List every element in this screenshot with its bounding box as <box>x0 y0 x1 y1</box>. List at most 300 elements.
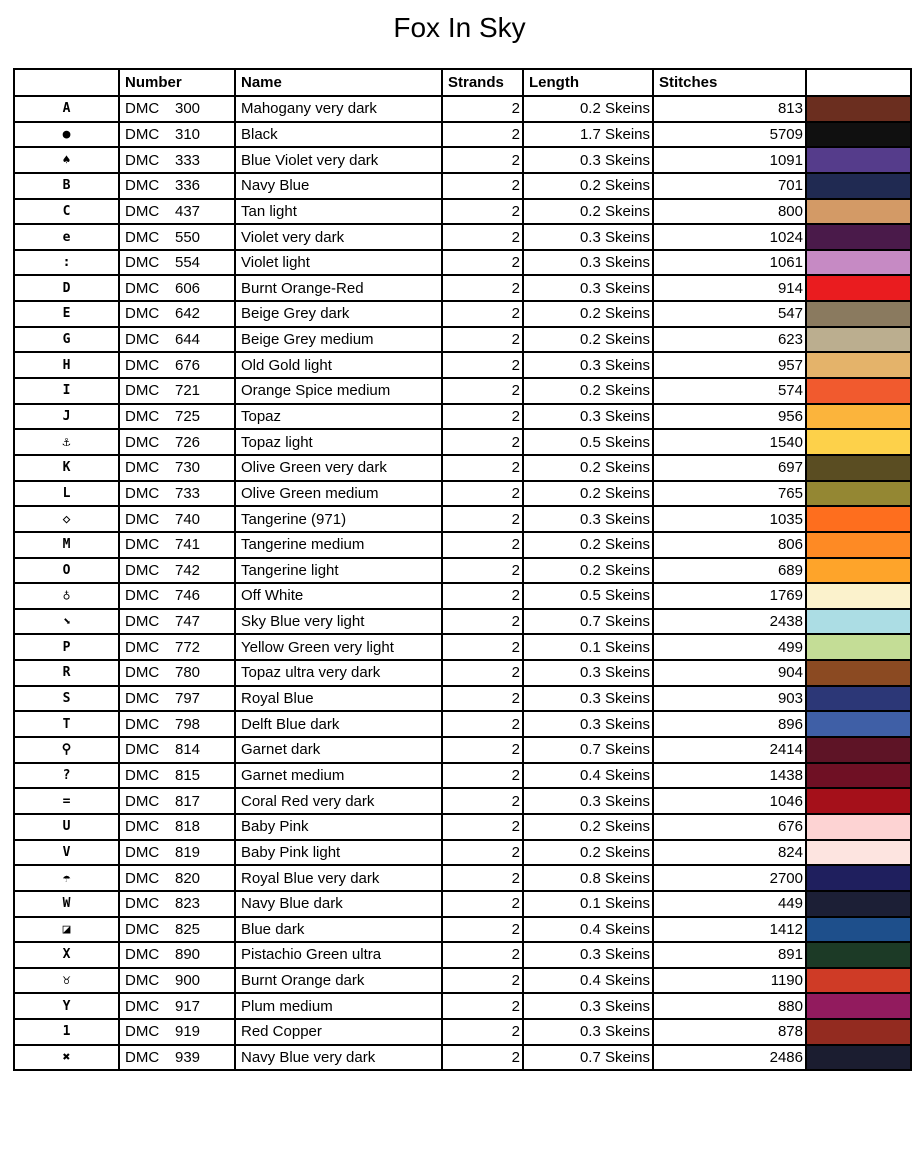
table-row <box>14 301 911 327</box>
color-swatch <box>806 96 911 122</box>
swatch-fill <box>807 687 910 711</box>
symbol-icon: K <box>14 455 119 481</box>
thread-stitches: 1061 <box>653 250 806 276</box>
thread-name: Yellow Green very light <box>235 634 442 660</box>
thread-name: Navy Blue dark <box>235 891 442 917</box>
table-row <box>14 96 911 122</box>
symbol-icon: V <box>14 840 119 866</box>
table-row <box>14 609 911 635</box>
table-row <box>14 122 911 148</box>
thread-code: 772 <box>175 638 201 656</box>
thread-code: 819 <box>175 843 201 861</box>
thread-stitches: 5709 <box>653 122 806 148</box>
thread-number <box>119 429 235 455</box>
thread-name: Garnet medium <box>235 763 442 789</box>
thread-length: 0.2 Skeins <box>523 481 653 507</box>
table-row <box>14 352 911 378</box>
color-swatch <box>806 429 911 455</box>
symbol-icon: L <box>14 481 119 507</box>
thread-code: 726 <box>175 433 201 451</box>
header-row <box>14 69 911 96</box>
thread-length: 0.2 Skeins <box>523 532 653 558</box>
symbol-icon: ☂ <box>14 865 119 891</box>
symbol-icon: ● <box>14 122 119 148</box>
thread-strands: 2 <box>442 481 523 507</box>
thread-code: 820 <box>175 869 201 887</box>
table-row <box>14 737 911 763</box>
table-row <box>14 224 911 250</box>
swatch-fill <box>807 533 910 557</box>
thread-number <box>119 840 235 866</box>
thread-length: 0.2 Skeins <box>523 558 653 584</box>
thread-name: Delft Blue dark <box>235 711 442 737</box>
thread-table <box>13 68 912 1071</box>
swatch-fill <box>807 507 910 531</box>
thread-strands: 2 <box>442 506 523 532</box>
symbol-icon: T <box>14 711 119 737</box>
thread-strands: 2 <box>442 891 523 917</box>
symbol-icon: ♁ <box>14 583 119 609</box>
thread-brand: DMC <box>125 1049 160 1067</box>
thread-strands: 2 <box>442 865 523 891</box>
thread-code: 939 <box>175 1049 201 1067</box>
thread-number <box>119 250 235 276</box>
header-name: Name <box>235 69 442 96</box>
thread-number <box>119 968 235 994</box>
thread-strands: 2 <box>442 634 523 660</box>
swatch-fill <box>807 584 910 608</box>
thread-brand: DMC <box>125 561 160 579</box>
thread-brand: DMC <box>125 433 160 451</box>
swatch-fill <box>807 815 910 839</box>
thread-stitches: 676 <box>653 814 806 840</box>
table-row <box>14 378 911 404</box>
thread-brand: DMC <box>125 1023 160 1041</box>
thread-length: 0.3 Skeins <box>523 686 653 712</box>
thread-stitches: 806 <box>653 532 806 558</box>
thread-brand: DMC <box>125 869 160 887</box>
thread-length: 0.3 Skeins <box>523 1019 653 1045</box>
swatch-fill <box>807 174 910 198</box>
thread-stitches: 1769 <box>653 583 806 609</box>
symbol-icon: ⬊ <box>14 609 119 635</box>
thread-code: 818 <box>175 818 201 836</box>
thread-strands: 2 <box>442 583 523 609</box>
thread-length: 0.2 Skeins <box>523 96 653 122</box>
color-swatch <box>806 506 911 532</box>
thread-strands: 2 <box>442 993 523 1019</box>
table-row <box>14 891 911 917</box>
thread-code: 333 <box>175 151 201 169</box>
thread-length: 0.3 Skeins <box>523 250 653 276</box>
thread-code: 917 <box>175 997 201 1015</box>
swatch-fill <box>807 1046 910 1070</box>
symbol-icon: R <box>14 660 119 686</box>
thread-name: Violet very dark <box>235 224 442 250</box>
thread-length: 1.7 Skeins <box>523 122 653 148</box>
thread-name: Violet light <box>235 250 442 276</box>
color-swatch <box>806 993 911 1019</box>
symbol-icon: X <box>14 942 119 968</box>
swatch-fill <box>807 200 910 224</box>
thread-brand: DMC <box>125 690 160 708</box>
thread-length: 0.3 Skeins <box>523 147 653 173</box>
table-row <box>14 583 911 609</box>
thread-stitches: 1046 <box>653 788 806 814</box>
thread-name: Baby Pink <box>235 814 442 840</box>
thread-code: 919 <box>175 1023 201 1041</box>
color-swatch <box>806 301 911 327</box>
color-swatch <box>806 199 911 225</box>
thread-code: 742 <box>175 561 201 579</box>
swatch-fill <box>807 841 910 865</box>
thread-number <box>119 506 235 532</box>
thread-strands: 2 <box>442 404 523 430</box>
symbol-icon: B <box>14 173 119 199</box>
swatch-fill <box>807 148 910 172</box>
thread-name: Coral Red very dark <box>235 788 442 814</box>
thread-brand: DMC <box>125 510 160 528</box>
color-swatch <box>806 558 911 584</box>
thread-name: Beige Grey dark <box>235 301 442 327</box>
color-swatch <box>806 814 911 840</box>
thread-number <box>119 993 235 1019</box>
color-swatch <box>806 147 911 173</box>
thread-stitches: 878 <box>653 1019 806 1045</box>
swatch-fill <box>807 302 910 326</box>
symbol-icon: Y <box>14 993 119 1019</box>
thread-length: 0.7 Skeins <box>523 609 653 635</box>
thread-brand: DMC <box>125 792 160 810</box>
color-swatch <box>806 224 911 250</box>
thread-code: 741 <box>175 536 201 554</box>
thread-number <box>119 455 235 481</box>
swatch-fill <box>807 482 910 506</box>
thread-code: 644 <box>175 331 201 349</box>
table-row <box>14 634 911 660</box>
thread-name: Red Copper <box>235 1019 442 1045</box>
swatch-fill <box>807 610 910 634</box>
thread-code: 815 <box>175 766 201 784</box>
thread-length: 0.2 Skeins <box>523 840 653 866</box>
color-swatch <box>806 609 911 635</box>
thread-code: 310 <box>175 125 201 143</box>
swatch-fill <box>807 328 910 352</box>
thread-length: 0.2 Skeins <box>523 173 653 199</box>
symbol-icon: : <box>14 250 119 276</box>
color-swatch <box>806 532 911 558</box>
color-swatch <box>806 1019 911 1045</box>
thread-number <box>119 686 235 712</box>
thread-name: Blue dark <box>235 917 442 943</box>
thread-stitches: 574 <box>653 378 806 404</box>
thread-length: 0.2 Skeins <box>523 814 653 840</box>
symbol-icon: M <box>14 532 119 558</box>
table-row <box>14 865 911 891</box>
thread-number <box>119 942 235 968</box>
table-row <box>14 506 911 532</box>
thread-code: 676 <box>175 356 201 374</box>
thread-length: 0.7 Skeins <box>523 737 653 763</box>
swatch-fill <box>807 353 910 377</box>
thread-length: 0.5 Skeins <box>523 429 653 455</box>
table-row <box>14 686 911 712</box>
thread-number <box>119 96 235 122</box>
symbol-icon: U <box>14 814 119 840</box>
symbol-icon: I <box>14 378 119 404</box>
thread-brand: DMC <box>125 818 160 836</box>
thread-name: Orange Spice medium <box>235 378 442 404</box>
symbol-icon: P <box>14 634 119 660</box>
table-row <box>14 942 911 968</box>
thread-number <box>119 147 235 173</box>
swatch-fill <box>807 456 910 480</box>
thread-length: 0.3 Skeins <box>523 993 653 1019</box>
thread-number <box>119 327 235 353</box>
thread-length: 0.3 Skeins <box>523 224 653 250</box>
thread-stitches: 2486 <box>653 1045 806 1071</box>
thread-stitches: 824 <box>653 840 806 866</box>
thread-stitches: 891 <box>653 942 806 968</box>
table-row <box>14 558 911 584</box>
thread-number <box>119 301 235 327</box>
thread-strands: 2 <box>442 814 523 840</box>
header-symbol <box>14 69 119 96</box>
thread-name: Garnet dark <box>235 737 442 763</box>
thread-brand: DMC <box>125 997 160 1015</box>
color-swatch <box>806 173 911 199</box>
thread-stitches: 2700 <box>653 865 806 891</box>
thread-number <box>119 378 235 404</box>
thread-number <box>119 122 235 148</box>
table-row <box>14 199 911 225</box>
thread-brand: DMC <box>125 972 160 990</box>
thread-strands: 2 <box>442 660 523 686</box>
swatch-fill <box>807 892 910 916</box>
thread-name: Black <box>235 122 442 148</box>
thread-code: 733 <box>175 484 201 502</box>
thread-length: 0.1 Skeins <box>523 891 653 917</box>
table-row <box>14 840 911 866</box>
symbol-icon: G <box>14 327 119 353</box>
color-swatch <box>806 711 911 737</box>
symbol-icon: ⚲ <box>14 737 119 763</box>
thread-code: 746 <box>175 587 201 605</box>
table-row <box>14 993 911 1019</box>
swatch-fill <box>807 635 910 659</box>
table-row <box>14 275 911 301</box>
thread-strands: 2 <box>442 96 523 122</box>
thread-name: Beige Grey medium <box>235 327 442 353</box>
table-row <box>14 532 911 558</box>
swatch-fill <box>807 969 910 993</box>
thread-code: 721 <box>175 382 201 400</box>
symbol-icon: ♉ <box>14 968 119 994</box>
thread-strands: 2 <box>442 199 523 225</box>
symbol-icon: ✖ <box>14 1045 119 1071</box>
thread-strands: 2 <box>442 122 523 148</box>
thread-stitches: 765 <box>653 481 806 507</box>
thread-stitches: 1024 <box>653 224 806 250</box>
color-swatch <box>806 968 911 994</box>
thread-number <box>119 352 235 378</box>
page-title: Fox In Sky <box>393 12 526 43</box>
thread-name: Blue Violet very dark <box>235 147 442 173</box>
thread-length: 0.8 Skeins <box>523 865 653 891</box>
symbol-icon: E <box>14 301 119 327</box>
thread-name: Plum medium <box>235 993 442 1019</box>
thread-strands: 2 <box>442 558 523 584</box>
thread-stitches: 880 <box>653 993 806 1019</box>
thread-name: Baby Pink light <box>235 840 442 866</box>
thread-number <box>119 1045 235 1071</box>
thread-code: 437 <box>175 202 201 220</box>
symbol-icon: W <box>14 891 119 917</box>
thread-number <box>119 532 235 558</box>
thread-brand: DMC <box>125 228 160 246</box>
thread-stitches: 1540 <box>653 429 806 455</box>
color-swatch <box>806 455 911 481</box>
swatch-fill <box>807 918 910 942</box>
thread-strands: 2 <box>442 532 523 558</box>
table-row <box>14 814 911 840</box>
thread-name: Topaz <box>235 404 442 430</box>
thread-brand: DMC <box>125 484 160 502</box>
thread-name: Burnt Orange-Red <box>235 275 442 301</box>
swatch-fill <box>807 430 910 454</box>
thread-code: 814 <box>175 741 201 759</box>
thread-number <box>119 814 235 840</box>
thread-brand: DMC <box>125 587 160 605</box>
color-swatch <box>806 378 911 404</box>
thread-number <box>119 763 235 789</box>
symbol-icon: = <box>14 788 119 814</box>
table-row <box>14 327 911 353</box>
thread-number <box>119 173 235 199</box>
symbol-icon: S <box>14 686 119 712</box>
thread-name: Topaz ultra very dark <box>235 660 442 686</box>
thread-length: 0.3 Skeins <box>523 788 653 814</box>
thread-stitches: 1035 <box>653 506 806 532</box>
thread-length: 0.1 Skeins <box>523 634 653 660</box>
thread-strands: 2 <box>442 917 523 943</box>
thread-length: 0.3 Skeins <box>523 506 653 532</box>
thread-code: 797 <box>175 690 201 708</box>
swatch-fill <box>807 994 910 1018</box>
color-swatch <box>806 660 911 686</box>
thread-strands: 2 <box>442 1019 523 1045</box>
thread-strands: 2 <box>442 327 523 353</box>
swatch-fill <box>807 97 910 121</box>
header-strands: Strands <box>442 69 523 96</box>
thread-number <box>119 660 235 686</box>
thread-stitches: 2438 <box>653 609 806 635</box>
thread-code: 730 <box>175 459 201 477</box>
thread-code: 798 <box>175 715 201 733</box>
thread-brand: DMC <box>125 843 160 861</box>
swatch-fill <box>807 789 910 813</box>
symbol-icon: H <box>14 352 119 378</box>
thread-number <box>119 558 235 584</box>
table-row <box>14 660 911 686</box>
thread-code: 890 <box>175 946 201 964</box>
color-swatch <box>806 404 911 430</box>
thread-brand: DMC <box>125 946 160 964</box>
thread-name: Burnt Orange dark <box>235 968 442 994</box>
symbol-icon: D <box>14 275 119 301</box>
thread-strands: 2 <box>442 173 523 199</box>
thread-name: Olive Green medium <box>235 481 442 507</box>
thread-code: 642 <box>175 305 201 323</box>
thread-code: 900 <box>175 972 201 990</box>
table-row <box>14 711 911 737</box>
thread-brand: DMC <box>125 895 160 913</box>
thread-strands: 2 <box>442 1045 523 1071</box>
table-row <box>14 173 911 199</box>
thread-strands: 2 <box>442 609 523 635</box>
thread-strands: 2 <box>442 429 523 455</box>
color-swatch <box>806 634 911 660</box>
swatch-fill <box>807 251 910 275</box>
thread-code: 554 <box>175 254 201 272</box>
thread-number <box>119 583 235 609</box>
thread-brand: DMC <box>125 920 160 938</box>
thread-brand: DMC <box>125 177 160 195</box>
color-swatch <box>806 481 911 507</box>
table-row <box>14 481 911 507</box>
color-swatch <box>806 763 911 789</box>
thread-brand: DMC <box>125 100 160 118</box>
thread-name: Tangerine light <box>235 558 442 584</box>
thread-length: 0.2 Skeins <box>523 199 653 225</box>
symbol-icon: 1 <box>14 1019 119 1045</box>
thread-strands: 2 <box>442 968 523 994</box>
header-number: Number <box>119 69 235 96</box>
swatch-fill <box>807 559 910 583</box>
symbol-icon: ◇ <box>14 506 119 532</box>
symbol-icon: O <box>14 558 119 584</box>
symbol-icon: ◪ <box>14 917 119 943</box>
thread-name: Sky Blue very light <box>235 609 442 635</box>
thread-length: 0.7 Skeins <box>523 1045 653 1071</box>
thread-code: 606 <box>175 279 201 297</box>
thread-strands: 2 <box>442 378 523 404</box>
thread-brand: DMC <box>125 741 160 759</box>
table-row <box>14 404 911 430</box>
color-swatch <box>806 327 911 353</box>
thread-number <box>119 224 235 250</box>
thread-brand: DMC <box>125 536 160 554</box>
swatch-fill <box>807 405 910 429</box>
swatch-fill <box>807 943 910 967</box>
symbol-icon: ♠ <box>14 147 119 173</box>
thread-length: 0.3 Skeins <box>523 942 653 968</box>
thread-code: 725 <box>175 408 201 425</box>
color-swatch <box>806 917 911 943</box>
swatch-fill <box>807 738 910 762</box>
thread-stitches: 701 <box>653 173 806 199</box>
thread-name: Tan light <box>235 199 442 225</box>
table-row <box>14 763 911 789</box>
thread-length: 0.3 Skeins <box>523 660 653 686</box>
thread-code: 300 <box>175 100 201 118</box>
thread-strands: 2 <box>442 942 523 968</box>
thread-number <box>119 891 235 917</box>
thread-name: Off White <box>235 583 442 609</box>
thread-strands: 2 <box>442 737 523 763</box>
table-row <box>14 1019 911 1045</box>
thread-strands: 2 <box>442 763 523 789</box>
